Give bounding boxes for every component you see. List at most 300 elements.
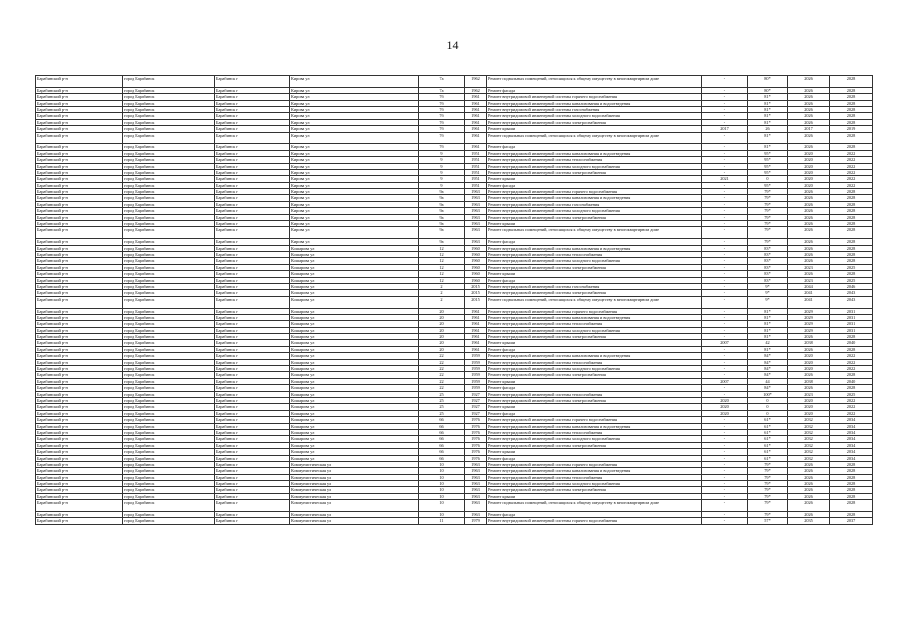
cell-settlement: город Барабинск bbox=[123, 157, 215, 163]
cell-year: 1959 bbox=[465, 378, 487, 384]
cell-year: 1951 bbox=[465, 150, 487, 156]
cell-district: Барабинский р-н bbox=[36, 500, 123, 512]
cell-plan: - bbox=[702, 493, 748, 499]
cell-year-start: 2020 bbox=[788, 410, 830, 416]
cell-plan: - bbox=[702, 106, 748, 112]
cell-street: Кошарова ул bbox=[290, 442, 419, 448]
cell-city: Барабинск г bbox=[215, 391, 290, 397]
cell-year-start: 2023 bbox=[788, 277, 830, 283]
cell-plan: - bbox=[702, 245, 748, 251]
table-row bbox=[36, 132, 873, 144]
cell-settlement: город Барабинск bbox=[123, 334, 215, 340]
cell-flag: 61* bbox=[748, 455, 788, 461]
cell-district: Барабинский р-н bbox=[36, 189, 123, 195]
cell-flag: 83* bbox=[748, 271, 788, 277]
cell-settlement: город Барабинск bbox=[123, 239, 215, 245]
cell-district: Барабинский р-н bbox=[36, 417, 123, 423]
cell-flag: 79* bbox=[748, 512, 788, 518]
cell-district: Барабинский р-н bbox=[36, 208, 123, 214]
cell-city: Барабинск г bbox=[215, 150, 290, 156]
cell-district: Барабинский р-н bbox=[36, 346, 123, 352]
cell-plan: - bbox=[702, 100, 748, 106]
cell-flag: 79* bbox=[748, 239, 788, 245]
cell-settlement: город Барабинск bbox=[123, 271, 215, 277]
cell-work: Ремонт внутридомовой инженерной системы канализования и водоотведения bbox=[487, 353, 702, 359]
cell-plan: - bbox=[702, 327, 748, 333]
cell-district: Барабинский р-н bbox=[36, 221, 123, 227]
cell-settlement: город Барабинск bbox=[123, 251, 215, 257]
cell-year-start: 2020 bbox=[788, 366, 830, 372]
cell-street: Кошарова ул bbox=[290, 397, 419, 403]
cell-street: Кошарова ул bbox=[290, 449, 419, 455]
cell-year-start: 2020 bbox=[788, 404, 830, 410]
cell-flag: 95* bbox=[748, 150, 788, 156]
cell-flag: 0 bbox=[748, 410, 788, 416]
cell-settlement: город Барабинск bbox=[123, 163, 215, 169]
cell-year-start: 2026 bbox=[788, 334, 830, 340]
cell-plan: - bbox=[702, 208, 748, 214]
cell-year-start: 2032 bbox=[788, 423, 830, 429]
cell-district: Барабинский р-н bbox=[36, 76, 123, 88]
cell-year: 1960 bbox=[465, 271, 487, 277]
cell-year-end: 2031 bbox=[830, 321, 873, 327]
cell-work: Ремонт внутридомовой инженерной системы канализования и водоотведения bbox=[487, 423, 702, 429]
cell-street: Кирова ул bbox=[290, 87, 419, 93]
cell-plan: - bbox=[702, 423, 748, 429]
cell-district: Барабинский р-н bbox=[36, 455, 123, 461]
cell-district: Барабинский р-н bbox=[36, 283, 123, 289]
cell-year-end: 2028 bbox=[830, 251, 873, 257]
cell-house: 7б bbox=[419, 144, 465, 150]
cell-plan: - bbox=[702, 455, 748, 461]
cell-settlement: город Барабинск bbox=[123, 76, 215, 88]
cell-plan: - bbox=[702, 76, 748, 88]
cell-year-end: 2028 bbox=[830, 214, 873, 220]
cell-street: Кирова ул bbox=[290, 119, 419, 125]
cell-house: 7б bbox=[419, 113, 465, 119]
cell-house: 25 bbox=[419, 410, 465, 416]
cell-work: Ремонт внутридомовой инженерной системы горячего водоснабжения bbox=[487, 189, 702, 195]
cell-house: 12 bbox=[419, 277, 465, 283]
cell-settlement: город Барабинск bbox=[123, 132, 215, 144]
cell-house: 20 bbox=[419, 314, 465, 320]
table-body bbox=[36, 76, 873, 525]
cell-year: 1963 bbox=[465, 512, 487, 518]
cell-year-end: 2022 bbox=[830, 157, 873, 163]
cell-city: Барабинск г bbox=[215, 106, 290, 112]
cell-year: 1963 bbox=[465, 493, 487, 499]
cell-house: 10 bbox=[419, 461, 465, 467]
cell-flag: 79* bbox=[748, 227, 788, 239]
cell-settlement: город Барабинск bbox=[123, 346, 215, 352]
cell-house: 20 bbox=[419, 346, 465, 352]
cell-year-start: 2032 bbox=[788, 442, 830, 448]
cell-settlement: город Барабинск bbox=[123, 227, 215, 239]
cell-plan: - bbox=[702, 512, 748, 518]
cell-work: Ремонт внутридомовой инженерной системы теплоснабжения bbox=[487, 321, 702, 327]
cell-plan: - bbox=[702, 314, 748, 320]
cell-house: 10 bbox=[419, 481, 465, 487]
cell-year: 1976 bbox=[465, 436, 487, 442]
cell-flag: 79* bbox=[748, 487, 788, 493]
cell-house: 12 bbox=[419, 264, 465, 270]
cell-house: 22 bbox=[419, 366, 465, 372]
cell-work: Ремонт внутридомовой инженерной системы горячего водоснабжения bbox=[487, 94, 702, 100]
cell-year-end: 2028 bbox=[830, 468, 873, 474]
cell-street: Кошарова ул bbox=[290, 340, 419, 346]
cell-district: Барабинский р-н bbox=[36, 87, 123, 93]
cell-year-start: 2026 bbox=[788, 189, 830, 195]
cell-city: Барабинск г bbox=[215, 208, 290, 214]
cell-plan: - bbox=[702, 359, 748, 365]
cell-district: Барабинский р-н bbox=[36, 378, 123, 384]
cell-year: 1976 bbox=[465, 429, 487, 435]
cell-work: Ремонт внутридомовой инженерной системы электроснабжения bbox=[487, 372, 702, 378]
cell-plan: - bbox=[702, 271, 748, 277]
cell-house: 9 bbox=[419, 150, 465, 156]
cell-year-start: 2038 bbox=[788, 340, 830, 346]
cell-street: Кошарова ул bbox=[290, 258, 419, 264]
cell-year-end: 2043 bbox=[830, 290, 873, 296]
cell-street: Кирова ул bbox=[290, 176, 419, 182]
cell-year: 1961 bbox=[465, 321, 487, 327]
cell-district: Барабинский р-н bbox=[36, 385, 123, 391]
cell-district: Барабинский р-н bbox=[36, 163, 123, 169]
cell-district: Барабинский р-н bbox=[36, 481, 123, 487]
cell-district: Барабинский р-н bbox=[36, 195, 123, 201]
cell-flag: 95* bbox=[748, 157, 788, 163]
cell-year: 2015 bbox=[465, 283, 487, 289]
cell-year-start: 2026 bbox=[788, 100, 830, 106]
cell-street: Кирова ул bbox=[290, 214, 419, 220]
cell-house: 9 bbox=[419, 163, 465, 169]
cell-settlement: город Барабинск bbox=[123, 455, 215, 461]
cell-flag: 83* bbox=[748, 245, 788, 251]
cell-work: Ремонт внутридомовой инженерной системы электроснабжения bbox=[487, 264, 702, 270]
cell-plan: 2021 bbox=[702, 176, 748, 182]
cell-street: Кирова ул bbox=[290, 208, 419, 214]
cell-house: 10 bbox=[419, 493, 465, 499]
cell-plan: - bbox=[702, 157, 748, 163]
cell-house: 22 bbox=[419, 378, 465, 384]
cell-street: Кирова ул bbox=[290, 201, 419, 207]
cell-year-start: 2032 bbox=[788, 417, 830, 423]
cell-year-end: 2028 bbox=[830, 372, 873, 378]
cell-year: 2015 bbox=[465, 296, 487, 308]
cell-plan: - bbox=[702, 163, 748, 169]
cell-year: 1962 bbox=[465, 76, 487, 88]
cell-district: Барабинский р-н bbox=[36, 182, 123, 188]
cell-year-end: 2034 bbox=[830, 449, 873, 455]
cell-house: 7а bbox=[419, 76, 465, 88]
cell-year-end: 2022 bbox=[830, 366, 873, 372]
cell-district: Барабинский р-н bbox=[36, 334, 123, 340]
cell-street: Кирова ул bbox=[290, 126, 419, 132]
cell-work: Ремонт фасада bbox=[487, 512, 702, 518]
cell-year-end: 2022 bbox=[830, 404, 873, 410]
cell-year-start: 2041 bbox=[788, 296, 830, 308]
cell-plan: - bbox=[702, 189, 748, 195]
cell-flag: 79* bbox=[748, 208, 788, 214]
cell-year: 1963 bbox=[465, 208, 487, 214]
cell-year: 1960 bbox=[465, 277, 487, 283]
cell-house: 9а bbox=[419, 227, 465, 239]
cell-district: Барабинский р-н bbox=[36, 157, 123, 163]
cell-year-end: 2034 bbox=[830, 417, 873, 423]
cell-district: Барабинский р-н bbox=[36, 132, 123, 144]
cell-year-end: 2028 bbox=[830, 493, 873, 499]
cell-street: Кошарова ул bbox=[290, 314, 419, 320]
cell-year: 1963 bbox=[465, 201, 487, 207]
cell-year-start: 2026 bbox=[788, 208, 830, 214]
cell-year-end: 2028 bbox=[830, 227, 873, 239]
cell-work: Ремонт фасада bbox=[487, 277, 702, 283]
cell-year-start: 2032 bbox=[788, 455, 830, 461]
cell-city: Барабинск г bbox=[215, 201, 290, 207]
cell-settlement: город Барабинск bbox=[123, 397, 215, 403]
cell-plan: 2007 bbox=[702, 378, 748, 384]
cell-year-end: 2022 bbox=[830, 359, 873, 365]
cell-year-end: 2028 bbox=[830, 87, 873, 93]
cell-house: 25 bbox=[419, 404, 465, 410]
cell-street: Кирова ул bbox=[290, 150, 419, 156]
cell-district: Барабинский р-н bbox=[36, 308, 123, 314]
cell-flag: 0 bbox=[748, 176, 788, 182]
cell-year-start: 2026 bbox=[788, 227, 830, 239]
cell-district: Барабинский р-н bbox=[36, 290, 123, 296]
cell-house: 20 bbox=[419, 334, 465, 340]
cell-year: 1962 bbox=[465, 87, 487, 93]
cell-settlement: город Барабинск bbox=[123, 493, 215, 499]
cell-city: Барабинск г bbox=[215, 245, 290, 251]
cell-flag: 79* bbox=[748, 468, 788, 474]
cell-city: Барабинск г bbox=[215, 126, 290, 132]
cell-flag: 83* bbox=[748, 264, 788, 270]
cell-district: Барабинский р-н bbox=[36, 366, 123, 372]
cell-year-start: 2032 bbox=[788, 449, 830, 455]
cell-flag: 81* bbox=[748, 334, 788, 340]
cell-year-end: 2028 bbox=[830, 346, 873, 352]
cell-house: 12 bbox=[419, 258, 465, 264]
cell-house: 9а bbox=[419, 201, 465, 207]
cell-year-end: 2028 bbox=[830, 94, 873, 100]
cell-house: 66 bbox=[419, 455, 465, 461]
cell-house: 11 bbox=[419, 518, 465, 524]
cell-work: Ремонт крыши bbox=[487, 176, 702, 182]
cell-settlement: город Барабинск bbox=[123, 201, 215, 207]
cell-street: Коммунистическая ул bbox=[290, 461, 419, 467]
cell-year: 1959 bbox=[465, 359, 487, 365]
cell-settlement: город Барабинск bbox=[123, 385, 215, 391]
cell-city: Барабинск г bbox=[215, 157, 290, 163]
cell-street: Кошарова ул bbox=[290, 391, 419, 397]
cell-year: 1960 bbox=[465, 258, 487, 264]
cell-work: Ремонт внутридомовой инженерной системы теплоснабжения bbox=[487, 474, 702, 480]
cell-year-start: 2026 bbox=[788, 94, 830, 100]
cell-house: 9 bbox=[419, 169, 465, 175]
cell-year: 1927 bbox=[465, 404, 487, 410]
cell-year: 2015 bbox=[465, 290, 487, 296]
cell-year-start: 2038 bbox=[788, 378, 830, 384]
cell-house: 9а bbox=[419, 239, 465, 245]
cell-year-end: 2022 bbox=[830, 150, 873, 156]
cell-house: 20 bbox=[419, 308, 465, 314]
cell-flag: 81* bbox=[748, 94, 788, 100]
cell-street: Кошарова ул bbox=[290, 410, 419, 416]
cell-settlement: город Барабинск bbox=[123, 144, 215, 150]
cell-settlement: город Барабинск bbox=[123, 169, 215, 175]
cell-street: Коммунистическая ул bbox=[290, 481, 419, 487]
cell-city: Барабинск г bbox=[215, 290, 290, 296]
cell-district: Барабинский р-н bbox=[36, 404, 123, 410]
cell-flag: 26 bbox=[748, 126, 788, 132]
cell-flag: 79* bbox=[748, 461, 788, 467]
cell-plan: - bbox=[702, 436, 748, 442]
cell-street: Кошарова ул bbox=[290, 436, 419, 442]
cell-settlement: город Барабинск bbox=[123, 442, 215, 448]
cell-work: Ремонт внутридомовой инженерной системы теплоснабжения bbox=[487, 359, 702, 365]
cell-year-start: 2026 bbox=[788, 201, 830, 207]
cell-street: Кошарова ул bbox=[290, 290, 419, 296]
cell-settlement: город Барабинск bbox=[123, 308, 215, 314]
cell-year-start: 2041 bbox=[788, 290, 830, 296]
cell-house: 22 bbox=[419, 353, 465, 359]
cell-year: 1976 bbox=[465, 442, 487, 448]
cell-year-start: 2029 bbox=[788, 308, 830, 314]
cell-settlement: город Барабинск bbox=[123, 474, 215, 480]
cell-settlement: город Барабинск bbox=[123, 429, 215, 435]
cell-plan: - bbox=[702, 334, 748, 340]
cell-year: 1927 bbox=[465, 391, 487, 397]
cell-district: Барабинский р-н bbox=[36, 436, 123, 442]
cell-street: Кошарова ул bbox=[290, 271, 419, 277]
cell-flag: 84* bbox=[748, 353, 788, 359]
cell-city: Барабинск г bbox=[215, 493, 290, 499]
cell-house: 7а bbox=[419, 87, 465, 93]
repair-schedule-table bbox=[35, 75, 873, 525]
cell-house: 7б bbox=[419, 119, 465, 125]
cell-year-end: 2037 bbox=[830, 518, 873, 524]
cell-plan: - bbox=[702, 182, 748, 188]
cell-district: Барабинский р-н bbox=[36, 391, 123, 397]
cell-year: 1963 bbox=[465, 189, 487, 195]
cell-year: 1976 bbox=[465, 417, 487, 423]
cell-house: 10 bbox=[419, 468, 465, 474]
cell-district: Барабинский р-н bbox=[36, 493, 123, 499]
cell-year: 1961 bbox=[465, 144, 487, 150]
cell-settlement: город Барабинск bbox=[123, 119, 215, 125]
cell-settlement: город Барабинск bbox=[123, 94, 215, 100]
cell-district: Барабинский р-н bbox=[36, 372, 123, 378]
table-row bbox=[36, 227, 873, 239]
cell-house: 9а bbox=[419, 208, 465, 214]
cell-city: Барабинск г bbox=[215, 334, 290, 340]
cell-flag: 95* bbox=[748, 169, 788, 175]
cell-flag: 79* bbox=[748, 221, 788, 227]
cell-year-end: 2028 bbox=[830, 100, 873, 106]
cell-year-start: 2020 bbox=[788, 359, 830, 365]
cell-year: 1961 bbox=[465, 132, 487, 144]
cell-flag: 95* bbox=[748, 163, 788, 169]
cell-year-end: 2028 bbox=[830, 132, 873, 144]
cell-work: Ремонт фасада bbox=[487, 455, 702, 461]
cell-settlement: город Барабинск bbox=[123, 182, 215, 188]
cell-house: 25 bbox=[419, 391, 465, 397]
cell-flag: 79* bbox=[748, 500, 788, 512]
cell-settlement: город Барабинск bbox=[123, 436, 215, 442]
cell-year-start: 2026 bbox=[788, 468, 830, 474]
cell-flag: 81* bbox=[748, 321, 788, 327]
cell-year-start: 2026 bbox=[788, 239, 830, 245]
cell-year-start: 2026 bbox=[788, 493, 830, 499]
cell-flag: 95* bbox=[748, 182, 788, 188]
cell-house: 66 bbox=[419, 417, 465, 423]
cell-plan: - bbox=[702, 113, 748, 119]
cell-settlement: город Барабинск bbox=[123, 378, 215, 384]
cell-work: Ремонт внутридомовой инженерной системы электроснабжения bbox=[487, 214, 702, 220]
cell-settlement: город Барабинск bbox=[123, 264, 215, 270]
cell-street: Кирова ул bbox=[290, 195, 419, 201]
cell-flag: 80* bbox=[748, 76, 788, 88]
cell-district: Барабинский р-н bbox=[36, 176, 123, 182]
cell-work: Ремонт внутридомовой инженерной системы холодного водоснабжения bbox=[487, 481, 702, 487]
cell-work: Ремонт фасада bbox=[487, 410, 702, 416]
cell-settlement: город Барабинск bbox=[123, 487, 215, 493]
cell-work: Ремонт крыши bbox=[487, 221, 702, 227]
cell-year-end: 2028 bbox=[830, 113, 873, 119]
cell-year-start: 2026 bbox=[788, 258, 830, 264]
cell-settlement: город Барабинск bbox=[123, 500, 215, 512]
cell-year-start: 2026 bbox=[788, 346, 830, 352]
cell-settlement: город Барабинск bbox=[123, 126, 215, 132]
cell-city: Барабинск г bbox=[215, 214, 290, 220]
cell-flag: 83* bbox=[748, 251, 788, 257]
cell-year-start: 2026 bbox=[788, 372, 830, 378]
cell-settlement: город Барабинск bbox=[123, 208, 215, 214]
cell-flag: 9* bbox=[748, 290, 788, 296]
cell-settlement: город Барабинск bbox=[123, 296, 215, 308]
cell-year-end: 2031 bbox=[830, 308, 873, 314]
cell-settlement: город Барабинск bbox=[123, 258, 215, 264]
cell-house: 66 bbox=[419, 449, 465, 455]
cell-year-end: 2043 bbox=[830, 296, 873, 308]
cell-plan: 2020 bbox=[702, 397, 748, 403]
cell-plan: - bbox=[702, 487, 748, 493]
cell-city: Барабинск г bbox=[215, 455, 290, 461]
cell-city: Барабинск г bbox=[215, 258, 290, 264]
cell-year-end: 2028 bbox=[830, 245, 873, 251]
cell-city: Барабинск г bbox=[215, 271, 290, 277]
cell-work: Ремонт внутридомовой инженерной системы электроснабжения bbox=[487, 487, 702, 493]
cell-year-end: 2022 bbox=[830, 182, 873, 188]
cell-work: Ремонт внутридомовой инженерной системы электроснабжения bbox=[487, 442, 702, 448]
cell-district: Барабинский р-н bbox=[36, 126, 123, 132]
cell-plan: - bbox=[702, 214, 748, 220]
cell-year: 1963 bbox=[465, 214, 487, 220]
cell-district: Барабинский р-н bbox=[36, 239, 123, 245]
cell-year-start: 2020 bbox=[788, 150, 830, 156]
cell-year-start: 2026 bbox=[788, 251, 830, 257]
cell-work: Ремонт фасада bbox=[487, 239, 702, 245]
cell-city: Барабинск г bbox=[215, 221, 290, 227]
cell-year-end: 2028 bbox=[830, 334, 873, 340]
cell-city: Барабинск г bbox=[215, 397, 290, 403]
cell-year-end: 2025 bbox=[830, 391, 873, 397]
cell-flag: 57* bbox=[748, 518, 788, 524]
cell-year: 1960 bbox=[465, 264, 487, 270]
cell-street: Кошарова ул bbox=[290, 308, 419, 314]
cell-flag: 0 bbox=[748, 404, 788, 410]
